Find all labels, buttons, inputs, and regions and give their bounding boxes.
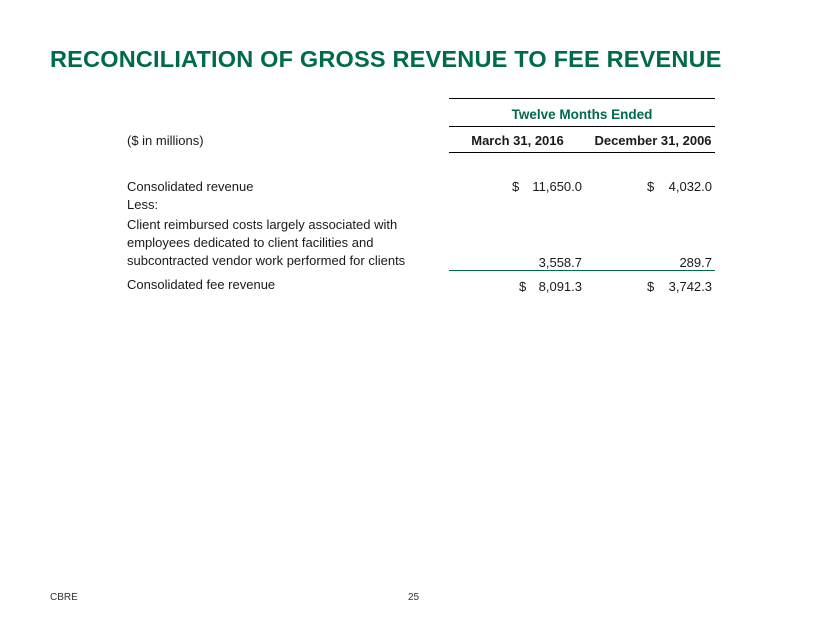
group-header: Twelve Months Ended xyxy=(511,107,653,122)
row-label-consolidated-fee-revenue: Consolidated fee revenue xyxy=(127,277,276,292)
row-label-client-reimbursed-line3: subcontracted vendor work performed for clients xyxy=(127,253,406,268)
page-title: RECONCILIATION OF GROSS REVENUE TO FEE REVENUE xyxy=(50,46,722,72)
row-label-less: Less: xyxy=(127,197,159,212)
footer-page-number: 25 xyxy=(408,592,420,603)
units-label: ($ in millions) xyxy=(127,133,204,148)
row-label-client-reimbursed-line2: employees dedicated to client facilities and xyxy=(127,235,374,250)
column-header-march-2016: March 31, 2016 xyxy=(471,133,564,148)
value-client-reimbursed-2016: 3,558.7 xyxy=(538,255,582,270)
currency-symbol: $ xyxy=(647,179,655,194)
value-consolidated-revenue-2016: 11,650.0 xyxy=(532,179,582,194)
header-top-rule xyxy=(449,98,715,99)
currency-symbol: $ xyxy=(519,279,527,294)
value-consolidated-fee-revenue-2016: 8,091.3 xyxy=(538,279,582,294)
currency-symbol: $ xyxy=(647,279,655,294)
value-consolidated-fee-revenue-2006: 3,742.3 xyxy=(668,279,712,294)
row-label-consolidated-revenue: Consolidated revenue xyxy=(127,179,254,194)
value-consolidated-revenue-2006: 4,032.0 xyxy=(668,179,712,194)
footer-company: CBRE xyxy=(50,592,78,603)
column-header-december-2006: December 31, 2006 xyxy=(594,133,712,148)
subtotal-rule xyxy=(449,270,715,271)
header-bottom-rule xyxy=(449,152,715,153)
currency-symbol: $ xyxy=(512,179,520,194)
header-mid-rule xyxy=(449,126,715,127)
row-label-client-reimbursed-line1: Client reimbursed costs largely associated with xyxy=(127,217,398,232)
value-client-reimbursed-2006: 289.7 xyxy=(679,255,712,270)
